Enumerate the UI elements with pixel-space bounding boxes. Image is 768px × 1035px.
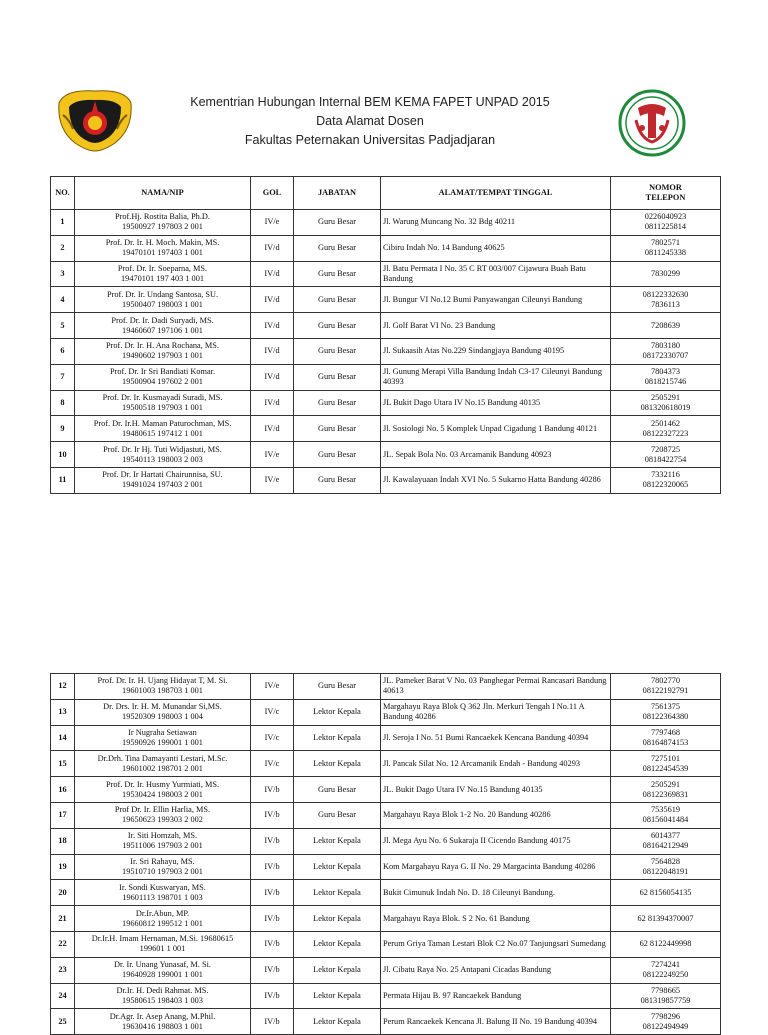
phone-1: 62 81394370007 — [637, 913, 694, 923]
name-nip-cell — [75, 699, 251, 725]
lecturer-name: Prof. Dr. Ir. Undang Santosa, SU. — [106, 289, 219, 299]
phone-1: 7802770 — [650, 676, 681, 686]
phone-2: 081319857759 — [640, 995, 691, 1005]
lecturer-name: Dr.Ir.Abun, MP. — [135, 908, 190, 918]
phone-1: 7561375 — [650, 702, 681, 712]
phone-2: 08172330707 — [642, 351, 689, 361]
jabatan-cell: Lektor Kepala — [294, 957, 381, 983]
header-line-3: Fakultas Peternakan Universitas Padjadjaran — [244, 133, 496, 147]
phone-1: 7797468 — [650, 727, 681, 737]
jabatan-cell: Guru Besar — [294, 416, 381, 442]
table-row — [51, 699, 721, 725]
telepon-cell — [611, 442, 721, 468]
name-nip-cell — [75, 390, 251, 416]
lecturer-name: Dr. Ir. Unang Yunasaf, M. Si. — [114, 960, 211, 970]
name-nip-cell — [75, 416, 251, 442]
gol-cell: IV/d — [251, 416, 294, 442]
col-header-gol: GOL — [251, 177, 294, 210]
telepon-cell — [611, 802, 721, 828]
row-number: 23 — [51, 957, 75, 983]
lecturer-name: Dr.Ir.H. Imam Hernaman, M.Si. 19680615 — [91, 934, 234, 944]
col-header-jabatan: JABATAN — [294, 177, 381, 210]
alamat-cell: Cibiru Indah No. 14 Bandung 40625 — [381, 235, 611, 261]
row-number: 17 — [51, 802, 75, 828]
table-row — [51, 931, 721, 957]
phone-2: 0811225814 — [644, 222, 687, 232]
phone-2: 08122369831 — [642, 789, 689, 799]
gol-cell: IV/b — [251, 983, 294, 1009]
phone-2: 08122192791 — [642, 686, 689, 696]
lecturer-nip: 19601003 198703 1 001 — [122, 686, 203, 696]
telepon-cell — [611, 313, 721, 339]
lecturer-name: Ir Nugraha Setiawan — [128, 727, 197, 737]
row-number: 4 — [51, 287, 75, 313]
row-number: 1 — [51, 210, 75, 236]
row-number: 6 — [51, 338, 75, 364]
name-nip-cell — [75, 235, 251, 261]
alamat-cell: Permata Hijau B. 97 Rancaekek Bandung — [381, 983, 611, 1009]
lecturer-name: Prof. Dr. Ir Hartati Chairunnisa, SU. — [102, 470, 223, 480]
telepon-cell — [611, 777, 721, 803]
row-number: 19 — [51, 854, 75, 880]
phone-1: 7274241 — [650, 960, 681, 970]
lecturer-name: Prof.Hj. Rostita Balia, Ph.D. — [115, 212, 210, 222]
fapet-logo — [618, 88, 686, 158]
lecturer-nip: 19500407 198003 1 001 — [122, 299, 203, 309]
row-number: 10 — [51, 442, 75, 468]
lecturer-name: Prof. Dr. Ir. H. Moch. Makin, MS. — [105, 238, 220, 248]
gol-cell: IV/d — [251, 338, 294, 364]
gol-cell: IV/c — [251, 725, 294, 751]
phone-2: 08156041484 — [642, 815, 689, 825]
phone-2: 0818215746 — [644, 377, 687, 387]
phone-1: 2505291 — [650, 779, 681, 789]
lecturer-name: Prof. Dr. Ir.H. Maman Paturochman, MS. — [93, 418, 232, 428]
table-row — [51, 338, 721, 364]
name-nip-cell — [75, 931, 251, 957]
phone-2: 08122494949 — [642, 1021, 689, 1031]
gol-cell: IV/d — [251, 390, 294, 416]
phone-2: 08122320065 — [642, 480, 689, 490]
lecturer-name: Prof. Dr. Ir Hj. Tuti Widjastuti, MS. — [103, 444, 222, 454]
phone-1: 62 8156054135 — [639, 887, 692, 897]
jabatan-cell: Lektor Kepala — [294, 725, 381, 751]
gol-cell: IV/b — [251, 777, 294, 803]
jabatan-cell: Lektor Kepala — [294, 906, 381, 932]
telepon-cell — [611, 467, 721, 493]
lecturer-name: Prof. Dr. Ir. H. Ana Rochana, MS. — [106, 341, 219, 351]
telepon-cell — [611, 338, 721, 364]
table-row — [51, 287, 721, 313]
phone-1: 2501462 — [650, 418, 681, 428]
telepon-cell — [611, 725, 721, 751]
gol-cell: IV/b — [251, 802, 294, 828]
phone-2: 08122364380 — [642, 712, 689, 722]
lecturer-nip: 19580615 198403 1 003 — [122, 995, 203, 1005]
gol-cell: IV/c — [251, 751, 294, 777]
telepon-cell — [611, 364, 721, 390]
lecturer-nip: 199601 1 001 — [139, 944, 186, 954]
row-number: 15 — [51, 751, 75, 777]
phone-2: 08164212949 — [642, 841, 689, 851]
alamat-cell: Margahayu Raya Blok. S 2 No. 61 Bandung — [381, 906, 611, 932]
lecturer-nip: 19470101 197 403 1 001 — [121, 273, 204, 283]
telepon-cell — [611, 957, 721, 983]
lecturer-nip: 19640928 199001 1 001 — [122, 970, 203, 980]
alamat-cell: JL. Pameker Barat V No. 03 Panghegar Permai Rancasari Bandung 40613 — [381, 674, 611, 700]
row-number: 22 — [51, 931, 75, 957]
col-header-alamat: ALAMAT/TEMPAT TINGGAL — [381, 177, 611, 210]
alamat-cell: Jl. Warung Muncang No. 32 Bdg 40211 — [381, 210, 611, 236]
phone-1: 7798665 — [650, 985, 681, 995]
lecturer-nip: 19470101 197403 1 001 — [122, 248, 203, 258]
name-nip-cell — [75, 261, 251, 287]
document-header — [150, 93, 590, 150]
alamat-cell: Kom Margahayu Raya G. II No. 29 Margacinta Bandung 40286 — [381, 854, 611, 880]
name-nip-cell — [75, 983, 251, 1009]
phone-2: 08164874153 — [642, 737, 689, 747]
telepon-cell — [611, 674, 721, 700]
lecturer-name: Prof. Dr. Ir. Soeparna, MS. — [117, 263, 208, 273]
lecturer-name: Ir. Siti Homzah, MS. — [127, 831, 198, 841]
name-nip-cell — [75, 210, 251, 236]
jabatan-cell: Lektor Kepala — [294, 828, 381, 854]
phone-1: 7208725 — [650, 444, 681, 454]
lecturer-nip: 19520309 198003 1 004 — [122, 712, 203, 722]
jabatan-cell: Lektor Kepala — [294, 751, 381, 777]
jabatan-cell: Guru Besar — [294, 287, 381, 313]
name-nip-cell — [75, 777, 251, 803]
lecturer-nip: 19530424 198003 2 001 — [122, 789, 203, 799]
row-number: 5 — [51, 313, 75, 339]
phone-1: 6014377 — [650, 831, 681, 841]
name-nip-cell — [75, 880, 251, 906]
telepon-cell — [611, 416, 721, 442]
telepon-cell — [611, 906, 721, 932]
gol-cell: IV/b — [251, 854, 294, 880]
telepon-cell — [611, 261, 721, 287]
phone-1: 62 8122449998 — [639, 939, 692, 949]
table-row — [51, 777, 721, 803]
phone-2: 081320618019 — [640, 402, 691, 412]
alamat-cell: JL. Sepak Bola No. 03 Arcamanik Bandung 40923 — [381, 442, 611, 468]
gol-cell: IV/b — [251, 931, 294, 957]
jabatan-cell: Guru Besar — [294, 235, 381, 261]
lecturer-nip: 19491024 197403 2 001 — [122, 480, 203, 490]
lecturer-nip: 19540113 198003 2 003 — [122, 454, 203, 464]
jabatan-cell: Lektor Kepala — [294, 931, 381, 957]
row-number: 16 — [51, 777, 75, 803]
phone-1: 7275101 — [650, 753, 681, 763]
header-line-1: Kementrian Hubungan Internal BEM KEMA FAPET UNPAD 2015 — [190, 95, 550, 109]
name-nip-cell — [75, 751, 251, 777]
name-nip-cell — [75, 364, 251, 390]
jabatan-cell: Guru Besar — [294, 674, 381, 700]
lecturer-name: Dr.Agr. Ir. Asep Anang, M.Phil. — [109, 1011, 216, 1021]
name-nip-cell — [75, 828, 251, 854]
lecturer-nip: 19500518 197903 1 001 — [122, 402, 203, 412]
name-nip-cell — [75, 338, 251, 364]
alamat-cell: Jl. Sosiologi No. 5 Komplek Unpad Cigadung 1 Bandung 40121 — [381, 416, 611, 442]
row-number: 3 — [51, 261, 75, 287]
jabatan-cell: Guru Besar — [294, 442, 381, 468]
telepon-cell — [611, 880, 721, 906]
telepon-cell — [611, 287, 721, 313]
lecturer-name: Prof. Dr. Ir. Husmy Yurmiati, MS. — [105, 779, 220, 789]
phone-1: 7830299 — [650, 268, 681, 278]
table-row — [51, 854, 721, 880]
gol-cell: IV/b — [251, 957, 294, 983]
jabatan-cell: Guru Besar — [294, 261, 381, 287]
gol-cell: IV/b — [251, 1009, 294, 1035]
alamat-cell: Bukit Cimunuk Indah No. D. 18 Cileunyi Bandung. — [381, 880, 611, 906]
row-number: 8 — [51, 390, 75, 416]
phone-2: 08122048191 — [642, 866, 689, 876]
name-nip-cell — [75, 957, 251, 983]
phone-2: 08122454539 — [642, 763, 689, 773]
phone-1: 7208639 — [650, 320, 681, 330]
telepon-cell — [611, 210, 721, 236]
telepon-cell — [611, 931, 721, 957]
lecturer-nip: 19510710 197903 2 001 — [122, 866, 203, 876]
table-row — [51, 1009, 721, 1035]
lecturer-nip: 19601113 198701 1 003 — [122, 892, 203, 902]
telepon-cell — [611, 854, 721, 880]
gol-cell: IV/c — [251, 699, 294, 725]
row-number: 9 — [51, 416, 75, 442]
table-row — [51, 880, 721, 906]
lecturer-name: Dr.Ir. H. Dedi Rahmat. MS. — [116, 985, 209, 995]
gol-cell: IV/e — [251, 467, 294, 493]
unpad-logo — [55, 85, 135, 153]
lecturer-nip: 19590926 199001 1 001 — [122, 737, 203, 747]
name-nip-cell — [75, 1009, 251, 1035]
phone-1: 7802571 — [650, 238, 681, 248]
phone-1: 7804373 — [650, 367, 681, 377]
jabatan-cell: Guru Besar — [294, 777, 381, 803]
lecturer-table-page-1 — [50, 176, 721, 494]
telepon-cell — [611, 828, 721, 854]
alamat-cell: Jl. Cibatu Raya No. 25 Antapani Cicadas Bandung — [381, 957, 611, 983]
phone-1: 7798296 — [650, 1011, 681, 1021]
jabatan-cell: Lektor Kepala — [294, 699, 381, 725]
table-row — [51, 906, 721, 932]
alamat-cell: JL. Bukit Dago Utara IV No.15 Bandung 40135 — [381, 777, 611, 803]
phone-1: 08122332630 — [642, 289, 689, 299]
row-number: 12 — [51, 674, 75, 700]
name-nip-cell — [75, 442, 251, 468]
alamat-cell: JL Bukit Dago Utara IV No.15 Bandung 40135 — [381, 390, 611, 416]
table-row — [51, 467, 721, 493]
lecturer-name: Prof. Dr. Ir Sri Bandiati Komar. — [109, 367, 216, 377]
gol-cell: IV/e — [251, 210, 294, 236]
lecturer-nip: 19490602 197903 1 001 — [122, 351, 203, 361]
lecturer-name: Prof. Dr. Ir. Dadi Suryadi, MS. — [111, 315, 214, 325]
phone-2: 08122249250 — [642, 970, 689, 980]
telepon-cell — [611, 983, 721, 1009]
row-number: 14 — [51, 725, 75, 751]
alamat-cell: Jl. Pancak Silat No. 12 Arcamanik Endah - Bandung 40293 — [381, 751, 611, 777]
lecturer-name: Prof. Dr. Ir. Kusmayadi Suradi, MS. — [102, 392, 223, 402]
name-nip-cell — [75, 906, 251, 932]
table-row — [51, 802, 721, 828]
name-nip-cell — [75, 313, 251, 339]
telepon-cell — [611, 1009, 721, 1035]
alamat-cell: Perum Griya Taman Lestari Blok C2 No.07 Tanjungsari Sumedang — [381, 931, 611, 957]
phone-1: 2505291 — [650, 392, 681, 402]
lecturer-nip: 19500927 197803 2 001 — [122, 222, 203, 232]
alamat-cell: Jl. Golf Barat VI No. 23 Bandung — [381, 313, 611, 339]
row-number: 7 — [51, 364, 75, 390]
lecturer-name: Prof Dr. Ir. Ellin Harlia, MS. — [114, 805, 211, 815]
jabatan-cell: Lektor Kepala — [294, 880, 381, 906]
alamat-cell: Jl. Mega Ayu No. 6 Sukaraja II Cicendo Bandung 40175 — [381, 828, 611, 854]
row-number: 20 — [51, 880, 75, 906]
table-row — [51, 725, 721, 751]
alamat-cell: Jl. Bungur VI No.12 Bumi Panyawangan Cileunyi Bandung — [381, 287, 611, 313]
alamat-cell: Jl. Batu Permata I No. 35 C RT 003/007 Cijawura Buah Batu Bandung — [381, 261, 611, 287]
lecturer-name: Dr. Drs. Ir. H. M. Munandar Si,MS. — [103, 702, 222, 712]
alamat-cell: Margahayu Raya Blok 1-2 No. 20 Bandung 40286 — [381, 802, 611, 828]
name-nip-cell — [75, 802, 251, 828]
row-number: 2 — [51, 235, 75, 261]
jabatan-cell: Guru Besar — [294, 467, 381, 493]
row-number: 21 — [51, 906, 75, 932]
col-header-nama: NAMA/NIP — [75, 177, 251, 210]
alamat-cell: Margahayu Raya Blok Q 362 Jln. Merkuri Tengah I No.11 A Bandung 40286 — [381, 699, 611, 725]
alamat-cell: Jl. Gunung Merapi Villa Bandung Indah C3-17 Cileunyi Bandung 40393 — [381, 364, 611, 390]
lecturer-nip: 19660812 199512 1 001 — [122, 918, 203, 928]
table-row — [51, 957, 721, 983]
table-row — [51, 210, 721, 236]
phone-1: 7803180 — [650, 341, 681, 351]
gol-cell: IV/b — [251, 880, 294, 906]
jabatan-cell: Lektor Kepala — [294, 983, 381, 1009]
table-row — [51, 751, 721, 777]
table-row — [51, 364, 721, 390]
header-line-2: Data Alamat Dosen — [316, 114, 424, 128]
jabatan-cell: Guru Besar — [294, 802, 381, 828]
table-row — [51, 261, 721, 287]
name-nip-cell — [75, 674, 251, 700]
table-row — [51, 313, 721, 339]
phone-2: 7836113 — [651, 299, 680, 309]
name-nip-cell — [75, 725, 251, 751]
lecturer-name: Ir. Sondi Kuswaryan, MS. — [119, 882, 206, 892]
table-row — [51, 442, 721, 468]
lecturer-nip: 19601002 198701 2 001 — [122, 763, 203, 773]
telepon-cell — [611, 751, 721, 777]
phone-2: 0818422754 — [644, 454, 687, 464]
lecturer-nip: 19630416 198803 1 001 — [122, 1021, 203, 1031]
jabatan-cell: Guru Besar — [294, 338, 381, 364]
col-header-telepon: NOMOR TELEPON — [611, 177, 721, 210]
gol-cell: IV/d — [251, 364, 294, 390]
table-row — [51, 674, 721, 700]
lecturer-nip: 19480615 197412 1 001 — [122, 428, 203, 438]
table-row — [51, 416, 721, 442]
gol-cell: IV/d — [251, 287, 294, 313]
lecturer-nip: 19460607 197106 1 001 — [122, 325, 203, 335]
alamat-cell: Jl. Sukaasih Atas No.229 Sindangjaya Bandung 40195 — [381, 338, 611, 364]
table-row — [51, 390, 721, 416]
gol-cell: IV/e — [251, 674, 294, 700]
phone-2: 08122327223 — [642, 428, 689, 438]
row-number: 24 — [51, 983, 75, 1009]
telepon-cell — [611, 235, 721, 261]
jabatan-cell: Guru Besar — [294, 390, 381, 416]
alamat-cell: Perum Rancaekek Kencana Jl. Balung II No. 19 Bandung 40394 — [381, 1009, 611, 1035]
table-header-row — [51, 177, 721, 210]
phone-1: 7332116 — [651, 470, 680, 480]
jabatan-cell: Lektor Kepala — [294, 1009, 381, 1035]
phone-1: 7535619 — [650, 805, 681, 815]
row-number: 18 — [51, 828, 75, 854]
col-header-no: NO. — [51, 177, 75, 210]
telepon-cell — [611, 390, 721, 416]
lecturer-name: Prof. Dr. Ir. H. Ujang Hidayat T, M. Si. — [97, 676, 228, 686]
table-row — [51, 235, 721, 261]
gol-cell: IV/e — [251, 442, 294, 468]
lecturer-nip: 19650623 199303 2 002 — [122, 815, 203, 825]
jabatan-cell: Guru Besar — [294, 210, 381, 236]
table-row — [51, 983, 721, 1009]
jabatan-cell: Lektor Kepala — [294, 854, 381, 880]
alamat-cell: Jl. Seroja I No. 51 Bumi Rancaekek Kencana Bandung 40394 — [381, 725, 611, 751]
phone-2: 0811245338 — [644, 248, 687, 258]
name-nip-cell — [75, 467, 251, 493]
alamat-cell: Jl. Kawalayuaan Indah XVI No. 5 Sukarno Hatta Bandung 40286 — [381, 467, 611, 493]
row-number: 11 — [51, 467, 75, 493]
lecturer-table-page-2 — [50, 673, 721, 1035]
gol-cell: IV/b — [251, 828, 294, 854]
gol-cell: IV/d — [251, 313, 294, 339]
gol-cell: IV/d — [251, 235, 294, 261]
row-number: 13 — [51, 699, 75, 725]
table-row — [51, 828, 721, 854]
phone-1: 7564828 — [650, 856, 681, 866]
lecturer-nip: 19500904 197602 2 001 — [122, 377, 203, 387]
name-nip-cell — [75, 287, 251, 313]
jabatan-cell: Guru Besar — [294, 313, 381, 339]
gol-cell: IV/d — [251, 261, 294, 287]
row-number: 25 — [51, 1009, 75, 1035]
telepon-cell — [611, 699, 721, 725]
gol-cell: IV/b — [251, 906, 294, 932]
lecturer-nip: 19511006 197903 2 001 — [122, 841, 203, 851]
lecturer-name: Dr.Drh. Tina Damayanti Lestari, M.Sc. — [97, 753, 228, 763]
jabatan-cell: Guru Besar — [294, 364, 381, 390]
phone-1: 0226040923 — [644, 212, 687, 222]
lecturer-name: Ir. Sri Rahayu, MS. — [130, 856, 195, 866]
name-nip-cell — [75, 854, 251, 880]
